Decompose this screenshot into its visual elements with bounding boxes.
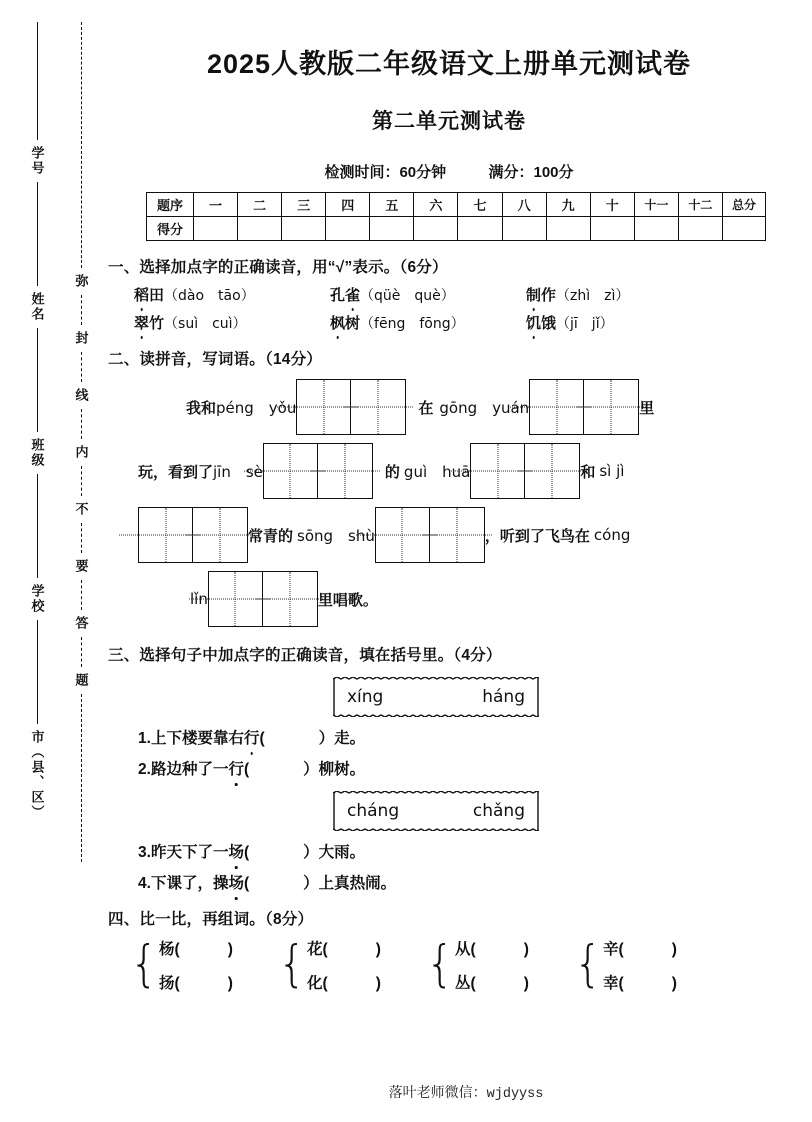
tianzige-cell[interactable] <box>351 380 405 434</box>
q4-cell-top[interactable]: 辛( ) <box>603 941 677 958</box>
q2-pinyin-hint: gōng yuán <box>439 398 530 417</box>
q3-item-text-pre: 路边种了一 <box>150 761 229 778</box>
brace-icon: { <box>426 936 454 994</box>
score-col-7: 七 <box>458 193 502 217</box>
score-table-wrapper <box>146 192 766 241</box>
score-cell-9[interactable] <box>546 217 590 241</box>
seal-dashed-line <box>81 694 82 862</box>
tianzige-answer-box[interactable] <box>296 379 406 435</box>
q1-char-tail: 饿 <box>541 315 557 332</box>
score-cell-3[interactable] <box>282 217 326 241</box>
q3-option-box-1[interactable] <box>333 677 539 717</box>
score-cell-5[interactable] <box>370 217 414 241</box>
q3-answer-blank[interactable]: ( <box>259 730 265 747</box>
q3-answer-blank[interactable]: ( <box>243 761 250 778</box>
q4-pair <box>603 937 677 993</box>
q2-pinyin-hint: lǐn <box>190 590 208 608</box>
seal-char-ti: 题 <box>73 673 89 688</box>
seal-label-school: 学校 <box>29 584 45 614</box>
seal-line-column <box>58 0 104 1122</box>
q3-option-box-2-wrap <box>100 791 812 831</box>
q1-char-tail: 树 <box>345 315 361 332</box>
q1-pinyin-options[interactable]: （fēng fōng） <box>360 316 465 332</box>
seal-label-class: 班级 <box>29 438 45 468</box>
score-col-5: 五 <box>370 193 414 217</box>
seal-label-city: 市（县、区） <box>29 730 45 820</box>
question-4-body <box>130 937 812 993</box>
q1-item-2[interactable] <box>330 284 526 305</box>
emphasis-dot <box>140 308 143 311</box>
emphasis-dot <box>140 336 143 339</box>
q3-item-text-pre: 下课了，操 <box>150 875 229 892</box>
q1-item-3[interactable] <box>526 284 726 305</box>
q3-dot-char-glyph: 场 <box>228 844 244 861</box>
q2-pinyin-hint: péng yǒu <box>216 398 297 417</box>
q4-group-4 <box>574 937 722 993</box>
seal-char-mi: 弥 <box>73 274 89 289</box>
seal-dashed-line <box>81 352 82 382</box>
q1-item-4[interactable] <box>134 312 330 333</box>
score-cell-6[interactable] <box>414 217 458 241</box>
q3-item-number: 1. <box>138 730 151 747</box>
exam-total-label: 满分：100分 <box>488 164 574 181</box>
seal-dashed-line <box>81 523 82 553</box>
emphasis-dot <box>235 866 238 869</box>
seal-char-yao: 要 <box>73 559 89 574</box>
q3-item-3 <box>138 840 812 862</box>
score-cell-2[interactable] <box>238 217 282 241</box>
question-3-heading: 三、选择句子中加点字的正确读音，填在括号里。（4分） <box>108 647 502 664</box>
score-col-10: 十 <box>590 193 634 217</box>
score-row-label-qno: 题序 <box>147 193 194 217</box>
q1-char-tail: 作 <box>541 287 557 304</box>
seal-dashed-line <box>81 295 82 325</box>
q4-char: 从 <box>455 941 471 958</box>
tianzige-cell[interactable] <box>318 444 372 498</box>
score-col-1: 一 <box>194 193 238 217</box>
q3-dotted-char <box>244 726 260 748</box>
score-col-4: 四 <box>326 193 370 217</box>
tianzige-answer-box[interactable] <box>375 507 485 563</box>
seal-dashed-line <box>81 637 82 667</box>
emphasis-dot <box>235 783 238 786</box>
q1-pinyin-options[interactable]: （suì cuì） <box>164 316 247 332</box>
seal-divider-line <box>37 328 38 432</box>
emphasis-dot <box>532 336 535 339</box>
brace-icon: { <box>574 936 602 994</box>
tianzige-answer-box[interactable] <box>208 571 318 627</box>
seal-char-xian: 线 <box>73 388 89 403</box>
score-cell-8[interactable] <box>502 217 546 241</box>
q1-dotted-char <box>134 315 149 332</box>
seal-info-column <box>14 0 60 1122</box>
footer-label: 落叶老师微信： <box>388 1086 487 1101</box>
q3-option-left[interactable]: xíng <box>347 687 384 707</box>
q4-group-2 <box>278 937 426 993</box>
tianzige-cell[interactable] <box>263 572 317 626</box>
question-4-heading: 四、比一比，再组词。（8分） <box>108 911 314 928</box>
q2-text: 在 <box>418 399 434 417</box>
emphasis-dot <box>351 308 354 311</box>
q1-char-head: 翠 <box>134 315 150 332</box>
q1-pinyin-options[interactable]: （dào tāo） <box>164 288 255 304</box>
q1-char-head: 饥 <box>526 315 542 332</box>
page-title: 2025人教版二年级语文上册单元测试卷 <box>206 49 692 79</box>
q3-item-number: 2. <box>138 761 151 778</box>
exam-time-label: 检测时间：60分钟 <box>324 164 447 181</box>
q2-text: 里唱歌。 <box>317 591 378 609</box>
q2-text: 里 <box>639 399 655 417</box>
q3-item-number: 3. <box>138 844 151 861</box>
seal-divider-line <box>37 22 38 140</box>
table-row-header <box>147 193 766 217</box>
q3-dot-char-glyph: 场 <box>228 875 244 892</box>
q2-pinyin-hint: guì huā <box>403 462 471 481</box>
emphasis-dot <box>235 897 238 900</box>
q4-pair <box>307 937 381 993</box>
q2-pinyin-hint: cóng <box>593 526 631 544</box>
q4-char: 花 <box>307 941 323 958</box>
emphasis-dot <box>250 752 253 755</box>
q4-cell-bottom[interactable]: 丛( ) <box>455 975 529 992</box>
q3-item-text-post: ）上真热闹。 <box>303 875 397 892</box>
seal-char-nei: 内 <box>73 445 89 460</box>
q4-char: 杨 <box>159 941 175 958</box>
q3-item-text-pre: 昨天下了一 <box>150 844 229 861</box>
q4-char: 扬 <box>159 975 175 992</box>
q1-char-head: 制 <box>526 287 542 304</box>
emphasis-dot <box>336 336 339 339</box>
question-2-heading: 二、读拼音，写词语。（14分） <box>108 351 322 368</box>
q3-option-left[interactable]: cháng <box>347 801 400 821</box>
q3-item-number: 4. <box>138 875 151 892</box>
q1-dotted-char <box>134 287 149 304</box>
seal-char-feng: 封 <box>73 331 89 346</box>
q3-dot-char-glyph: 行 <box>228 761 244 778</box>
q4-cell-bottom[interactable]: 扬( ) <box>159 975 233 992</box>
q2-text: 和 <box>580 463 596 481</box>
q1-dotted-char <box>526 315 541 332</box>
score-col-9: 九 <box>546 193 590 217</box>
q1-row-2 <box>134 312 812 333</box>
score-cell-total[interactable] <box>723 217 766 241</box>
q4-cell-top[interactable]: 杨( ) <box>159 941 233 958</box>
score-cell-1[interactable] <box>194 217 238 241</box>
q2-line-1 <box>186 379 812 435</box>
q1-char-tail: 雀 <box>345 287 361 304</box>
q4-cell-top[interactable]: 从( ) <box>455 941 529 958</box>
score-cell-7[interactable] <box>458 217 502 241</box>
q2-text: 的 <box>384 463 400 481</box>
seal-divider-line <box>37 182 38 286</box>
q3-item-text-post: ）走。 <box>318 730 366 747</box>
tianzige-cell[interactable] <box>430 508 484 562</box>
score-col-6: 六 <box>414 193 458 217</box>
q3-item-2 <box>138 757 812 779</box>
q2-pinyin-hint: sōng shù <box>297 526 375 545</box>
question-3-body <box>100 677 812 893</box>
score-row-label-score: 得分 <box>147 217 194 241</box>
score-col-12: 十二 <box>678 193 722 217</box>
seal-divider-line <box>37 620 38 724</box>
seal-sidebar <box>0 0 100 1122</box>
q4-cell-top[interactable]: 花( ) <box>307 941 381 958</box>
tianzige-answer-box[interactable] <box>138 507 248 563</box>
q3-dotted-char <box>228 871 244 893</box>
q3-item-text-post: ）柳树。 <box>303 761 366 778</box>
q3-dot-char-glyph: 行 <box>243 730 260 747</box>
q1-char-head: 稻 <box>134 287 150 304</box>
q3-answer-blank[interactable]: ( <box>243 875 250 892</box>
exam-meta <box>100 161 812 182</box>
footer-watermark <box>0 1082 812 1102</box>
q3-item-1 <box>138 726 812 748</box>
tianzige-answer-box[interactable] <box>263 443 373 499</box>
score-col-3: 三 <box>282 193 326 217</box>
q4-cell-bottom[interactable]: 化( ) <box>307 975 381 992</box>
q3-dotted-char <box>228 840 244 862</box>
seal-dashed-line <box>81 580 82 610</box>
q2-text: 我和 <box>186 399 217 417</box>
exam-sheet <box>100 0 812 1122</box>
seal-dashed-line <box>81 409 82 439</box>
q2-pinyin-hint: jīn sè <box>213 462 263 481</box>
q4-char: 化 <box>307 975 323 992</box>
q3-option-right[interactable]: háng <box>482 687 525 707</box>
q4-group-1 <box>130 937 278 993</box>
q3-answer-blank[interactable]: ( <box>243 844 250 861</box>
q3-item-text-pre: 上下楼要靠右 <box>150 730 244 747</box>
q1-pinyin-options[interactable]: （zhì zì） <box>556 288 630 304</box>
seal-divider-line <box>37 474 38 578</box>
score-col-2: 二 <box>238 193 282 217</box>
score-cell-10[interactable] <box>590 217 634 241</box>
q3-item-text-post: ）大雨。 <box>303 844 366 861</box>
score-cell-11[interactable] <box>634 217 678 241</box>
q3-option-box-1-wrap <box>100 677 812 717</box>
q2-line-4 <box>190 571 812 627</box>
score-cell-12[interactable] <box>678 217 722 241</box>
q1-pinyin-options[interactable]: （qüè què） <box>360 288 455 304</box>
seal-char-da: 答 <box>73 616 89 631</box>
question-1-body <box>134 284 812 333</box>
table-row-scores <box>147 217 766 241</box>
score-col-total: 总分 <box>723 193 766 217</box>
q1-dotted-char <box>330 315 345 332</box>
brace-icon: { <box>278 936 306 994</box>
q4-group-3 <box>426 937 574 993</box>
tianzige-answer-box[interactable] <box>529 379 639 435</box>
q4-cell-bottom[interactable]: 幸( ) <box>603 975 677 992</box>
seal-label-studentno: 学号 <box>29 146 45 176</box>
q1-item-1[interactable] <box>134 284 330 305</box>
q3-item-4 <box>138 871 812 893</box>
q1-row-1 <box>134 284 812 305</box>
q1-pinyin-options[interactable]: （jī jǐ） <box>556 316 614 332</box>
q4-pair <box>159 937 233 993</box>
score-table <box>146 192 766 241</box>
tianzige-answer-box[interactable] <box>470 443 580 499</box>
tianzige-cell[interactable] <box>525 444 579 498</box>
q2-text: ，听到了飞鸟在 <box>484 527 590 545</box>
q2-pinyin-hint: sì jì <box>599 462 625 480</box>
score-col-11: 十一 <box>634 193 678 217</box>
q1-item-5[interactable] <box>330 312 526 333</box>
footer-wechat-id: wjdyyss <box>486 1087 544 1102</box>
q3-dotted-char <box>228 757 244 779</box>
tianzige-cell[interactable] <box>584 380 638 434</box>
q4-char: 丛 <box>455 975 471 992</box>
q4-char: 辛 <box>603 941 619 958</box>
seal-dashed-line <box>81 22 82 268</box>
q4-pair <box>455 937 529 993</box>
q2-line-3 <box>138 507 812 563</box>
seal-label-name: 姓名 <box>29 292 45 322</box>
q1-dotted-char <box>345 287 360 304</box>
score-col-8: 八 <box>502 193 546 217</box>
q1-item-6[interactable] <box>526 312 726 333</box>
q1-char-tail: 竹 <box>149 315 165 332</box>
q4-char: 幸 <box>603 975 619 992</box>
q1-char-head: 枫 <box>330 315 346 332</box>
page-subtitle: 第二单元测试卷 <box>372 110 526 133</box>
seal-char-bu: 不 <box>73 502 89 517</box>
q1-dotted-char <box>526 287 541 304</box>
q3-option-box-2[interactable] <box>333 791 539 831</box>
q1-char-tail: 田 <box>149 287 165 304</box>
q1-char-head: 孔 <box>330 287 346 304</box>
brace-icon: { <box>130 936 158 994</box>
emphasis-dot <box>532 308 535 311</box>
question-1-heading: 一、选择加点字的正确读音，用“√”表示。（6分） <box>108 259 448 276</box>
seal-dashed-line <box>81 466 82 496</box>
question-2-body <box>100 379 812 627</box>
q2-line-2 <box>138 443 812 499</box>
score-cell-4[interactable] <box>326 217 370 241</box>
q2-text: 常青的 <box>248 527 294 545</box>
tianzige-cell[interactable] <box>193 508 247 562</box>
q2-text: 玩，看到了 <box>138 463 214 481</box>
q3-option-right[interactable]: chǎng <box>472 801 525 821</box>
